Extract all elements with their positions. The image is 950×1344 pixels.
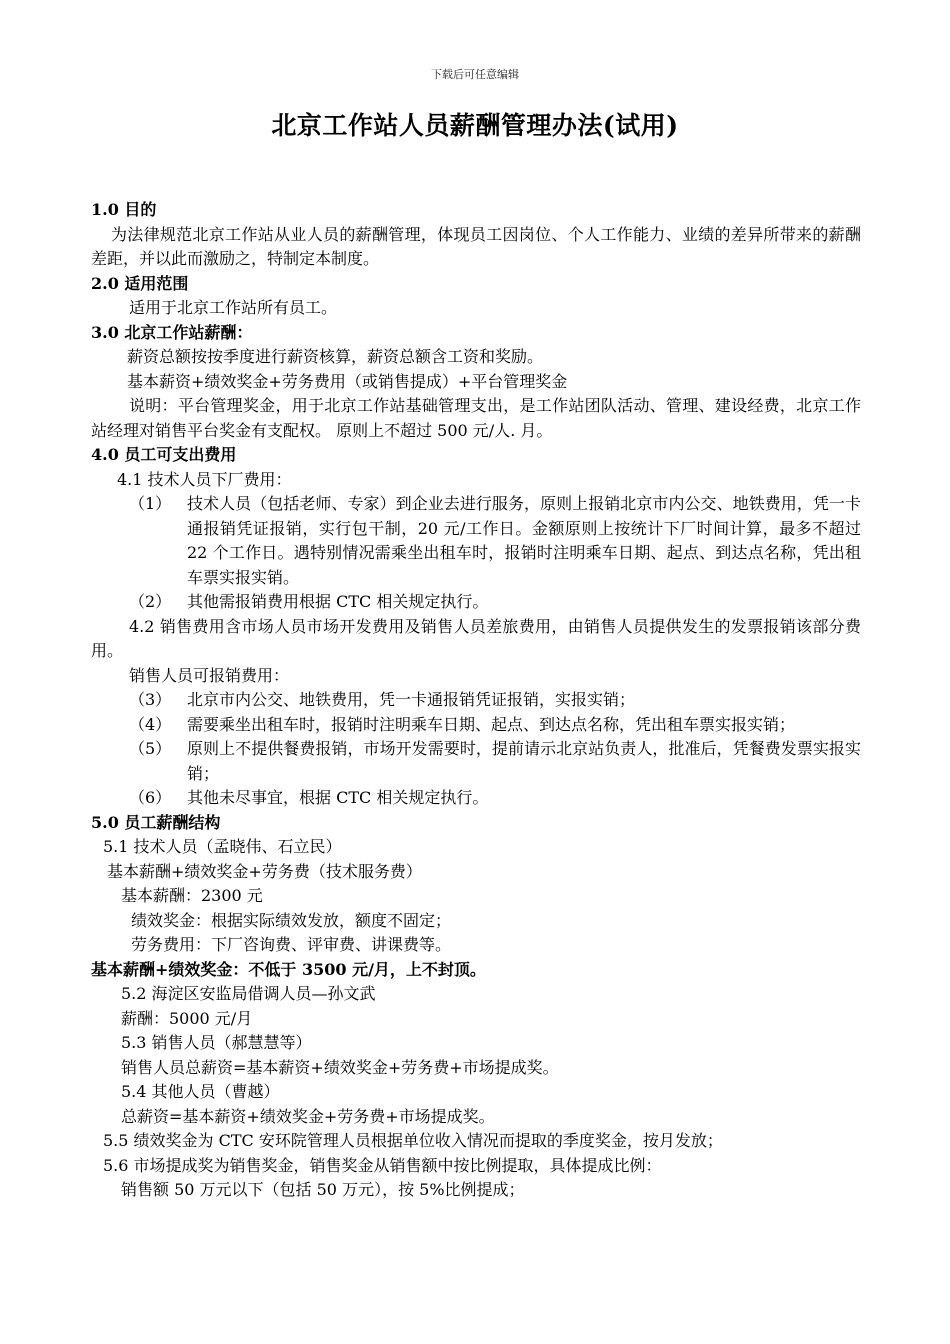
list-item: [91, 713, 861, 738]
list-item-text: 北京市内公交、地铁费用，凭一卡通报销凭证报销，实报实销；: [187, 690, 636, 709]
list-item-number: （2）: [129, 592, 172, 611]
scope-text: 适用于北京工作站所有员工。: [129, 298, 338, 317]
list-item: [91, 786, 861, 811]
list-item-number: （3）: [129, 690, 172, 709]
list-item-text: 需要乘坐出租车时，报销时注明乘车日期、起点、到达点名称，凭出租车票实报实销；: [187, 714, 796, 734]
list-item-number: （4）: [129, 714, 172, 734]
document-title: 北京工作站人员薪酬管理办法(试用): [271, 111, 679, 140]
structure-line: 基本薪酬+绩效奖金+劳务费（技术服务费）: [107, 861, 422, 881]
purpose-text: 为法律规范北京工作站从业人员的薪酬管理，体现员工因岗位、个人工作能力、业绩的差异所带来的薪酬差距，并以此而激励之，特制定本制度。: [91, 224, 861, 268]
page-header: 下载后可任意编辑: [431, 68, 519, 81]
list-item-text: 原则上不提供餐费报销，市场开发需要时，提前请示北京站负责人，批准后，凭餐费发票实报实销；: [187, 739, 861, 783]
list-item-number: （1）: [129, 494, 172, 513]
structure-line: 销售额 50 万元以下（包括 50 万元），按 5%比例提成；: [121, 1180, 525, 1199]
structure-line: 基本薪酬：2300 元: [121, 886, 263, 905]
structure-line: 5.3 销售人员（郝慧慧等）: [121, 1033, 312, 1052]
list-item-number: （6）: [129, 788, 172, 807]
list-item-number: （5）: [129, 739, 172, 758]
expenses-sub-2: 4.2 销售费用含市场人员市场开发费用及销售人员差旅费用，由销售人员提供发生的发票报销该部分费用。: [91, 616, 861, 660]
expenses-sub-1: 4.1 技术人员下厂费用：: [117, 469, 292, 489]
list-item: [91, 737, 861, 786]
section-heading-structure: 5.0 员工薪酬结构: [91, 812, 221, 832]
list-item-text: 技术人员（包括老师、专家）到企业去进行服务，原则上报销北京市内公交、地铁费用，凭一卡通报销凭证报销，实行包干制，20 元/工作日。金额原则上按统计下厂时间计算，最多不超过 22 个工作日。遇特别情况需乘坐出租车时，报销时注明乘车日期、起点、到达点名称，凭出租车票实报实销。: [187, 494, 861, 587]
salary-line-1: 薪资总额按按季度进行薪资核算，薪资总额含工资和奖励。: [127, 347, 544, 366]
structure-line: 总薪资=基本薪资+绩效奖金+劳务费+市场提成奖。: [121, 1106, 495, 1126]
section-heading-salary: 3.0 北京工作站薪酬：: [91, 322, 253, 342]
structure-line: 销售人员总薪资=基本薪资+绩效奖金+劳务费+市场提成奖。: [121, 1057, 559, 1077]
structure-line: 劳务费用：下厂咨询费、评审费、讲课费等。: [131, 935, 452, 954]
structure-line: 5.5 绩效奖金为 CTC 安环院管理人员根据单位收入情况而提取的季度奖金，按月发放；: [103, 1131, 723, 1150]
section-heading-expenses: 4.0 员工可支出费用: [91, 445, 237, 464]
structure-line-bold: 基本薪酬+绩效奖金：不低于 3500 元/月，上不封顶。: [91, 959, 486, 979]
structure-line: 5.6 市场提成奖为销售奖金，销售奖金从销售额中按比例提取，具体提成比例：: [103, 1155, 662, 1175]
list-item-text: 其他需报销费用根据 CTC 相关规定执行。: [187, 592, 489, 611]
list-item-text: 其他未尽事宜，根据 CTC 相关规定执行。: [187, 788, 489, 807]
list-item: [91, 688, 861, 713]
structure-line: 5.1 技术人员（孟晓伟、石立民）: [103, 837, 342, 856]
structure-line: 薪酬：5000 元/月: [121, 1008, 253, 1028]
section-heading-purpose: 1.0 目的: [91, 200, 157, 219]
list-item: [91, 590, 861, 615]
section-heading-scope: 2.0 适用范围: [91, 273, 189, 293]
list-item: [91, 492, 861, 590]
document-body: [91, 198, 861, 1203]
structure-line: 绩效奖金：根据实际绩效发放，额度不固定；: [131, 910, 452, 930]
salary-line-2: 基本薪资+绩效奖金+劳务费用（或销售提成）+平台管理奖金: [127, 371, 568, 391]
structure-line: 5.4 其他人员（曹越）: [121, 1082, 280, 1101]
salary-note: 说明：平台管理奖金，用于北京工作站基础管理支出，是工作站团队活动、管理、建设经费，北京工作站经理对销售平台奖金有支配权。 原则上不超过 500 元/人. 月。: [91, 396, 861, 440]
sales-reimburse-intro: 销售人员可报销费用：: [129, 665, 290, 685]
structure-line: 5.2 海淀区安监局借调人员—孙文武: [121, 984, 376, 1003]
